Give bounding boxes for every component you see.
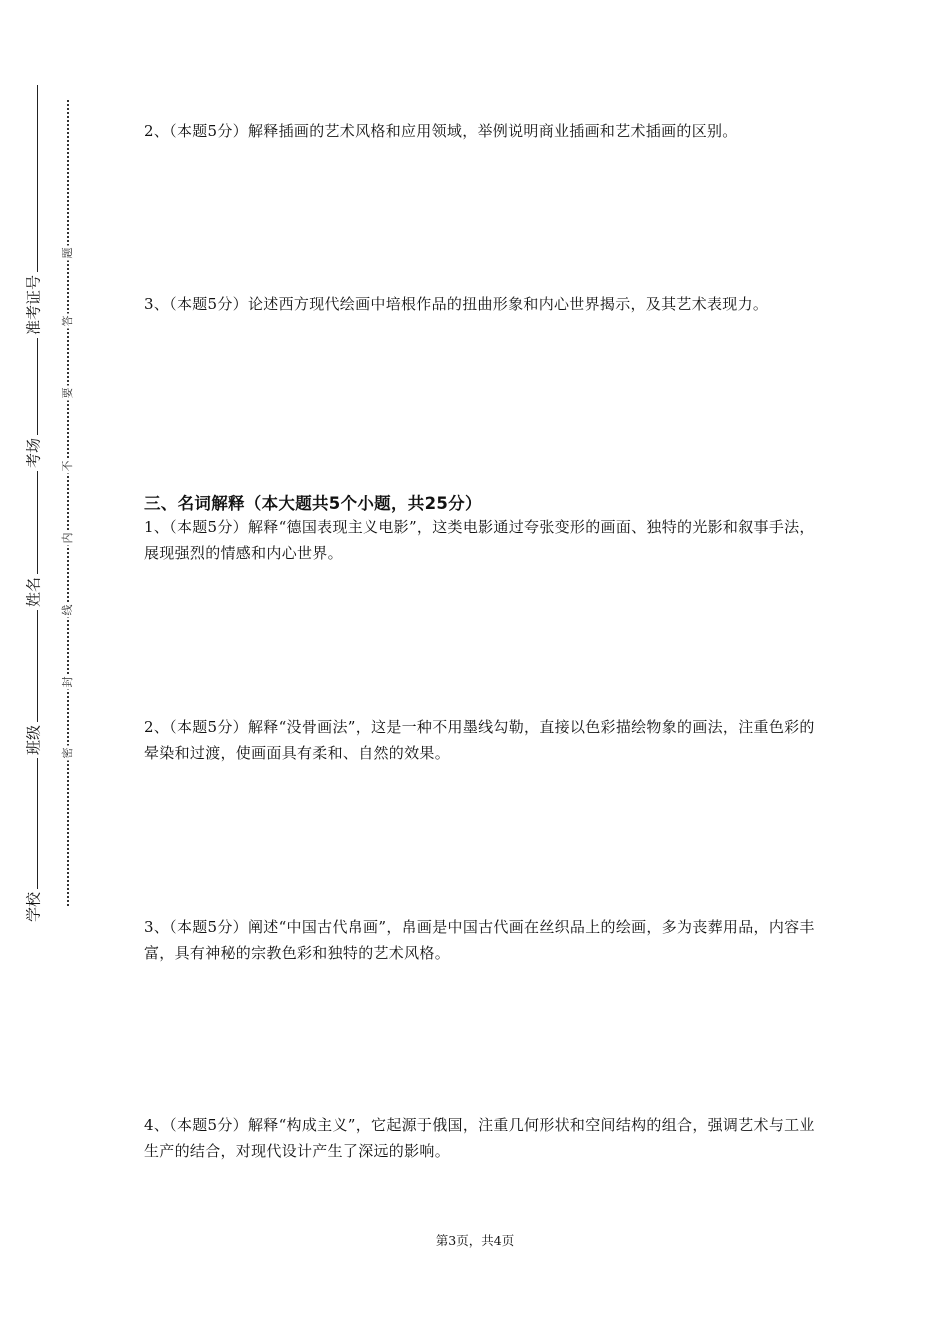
label-name: 姓名 xyxy=(23,574,44,610)
question-3-3: 3、（本题5分）阐述“中国古代帛画”，帛画是中国古代画在丝织品上的绘画，多为丧葬用品，内容丰富，具有神秘的宗教色彩和独特的艺术风格。 xyxy=(144,918,815,962)
seal-char: 题 xyxy=(61,247,74,259)
label-school: 学校 xyxy=(23,889,44,925)
seal-char: 密 xyxy=(61,747,74,759)
seal-char: 封 xyxy=(61,676,74,688)
seal-char: 不 xyxy=(61,460,74,472)
label-exam-room: 考场 xyxy=(23,435,44,471)
question-2-2: 2、（本题5分）解释插画的艺术风格和应用领域，举例说明商业插画和艺术插画的区别。 xyxy=(144,122,738,140)
question-3-1: 1、（本题5分）解释“德国表现主义电影”，这类电影通过夸张变形的画面、独特的光影和叙事手法，展现强烈的情感和内心世界。 xyxy=(144,518,815,562)
binding-margin xyxy=(0,0,90,1344)
section-title: 三、名词解释（本大题共5个小题，共25分） xyxy=(144,494,482,513)
question-3-2: 2、（本题5分）解释“没骨画法”，这是一种不用墨线勾勒，直接以色彩描绘物象的画法，注重色彩的晕染和过渡，使画面具有柔和、自然的效果。 xyxy=(144,718,815,762)
seal-char: 线 xyxy=(61,604,74,616)
seal-char: 要 xyxy=(61,387,74,399)
question-2-3: 3、（本题5分）论述西方现代绘画中培根作品的扭曲形象和内心世界揭示，及其艺术表现力。 xyxy=(144,295,769,313)
seal-char: 答 xyxy=(61,315,74,327)
page-number: 第3页，共4页 xyxy=(435,1233,515,1248)
seal-char: 内 xyxy=(61,532,74,544)
label-exam-number: 准考证号 xyxy=(23,272,44,338)
binding-solid-line xyxy=(37,85,38,905)
label-class: 班级 xyxy=(23,722,44,758)
question-3-4: 4、（本题5分）解释“构成主义”，它起源于俄国，注重几何形状和空间结构的组合，强调艺术与工业生产的结合，对现代设计产生了深远的影响。 xyxy=(144,1116,815,1160)
seal-dotted-line xyxy=(67,100,69,906)
